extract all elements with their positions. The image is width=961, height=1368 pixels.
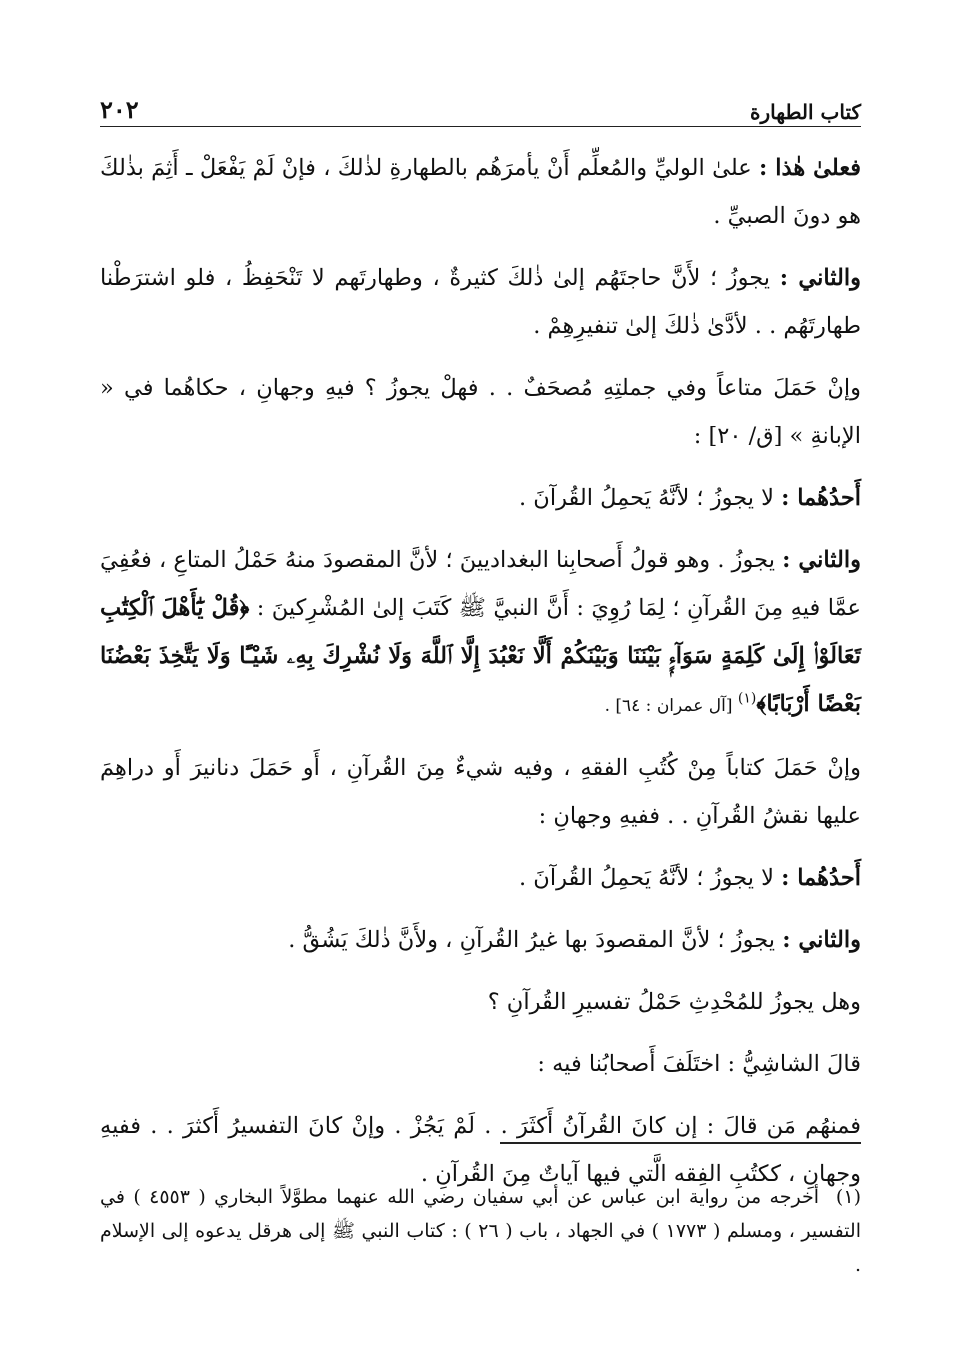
footnotes: [100, 1180, 861, 1282]
paragraph: [100, 978, 861, 1026]
paragraph: [100, 254, 861, 350]
paragraph: [100, 364, 861, 460]
header-rule: [100, 126, 861, 127]
paragraph-lead: والثاني :: [782, 547, 861, 573]
page-number: ٢٠٢: [100, 95, 139, 124]
paragraph-text: وإنْ حَمَلَ متاعاً وفي جملتِهِ مُصحَفٌ . . فهلْ يجوزُ ؟ فيهِ وجهانِ ، حكاهُما في « الإبانةِ » [ق/ ٢٠] :: [100, 375, 861, 449]
paragraph-text: وهل يجوزُ للمُحْدِثِ حَمْلُ تفسيرِ القُرآنِ ؟: [487, 989, 861, 1015]
paragraph: [100, 1040, 861, 1088]
paragraph-text: فمنهُم مَن قالَ : إن كانَ القُرآنُ أَكثَرَ . . لَمْ يَجُزْ . وإنْ كانَ التفسيرُ أَكثرَ . . ففيهِ وجهانِ ، ككتُبِ الفِقه الَّتي فيها آياتٌ مِنَ القُرآنِ .: [100, 1113, 861, 1187]
paragraph-text: علىٰ الوليِّ والمُعلِّم أَنْ يأمرَهُم بالطهارةِ لذٰلكَ ، فإنْ لَمْ يَفْعَلْ ـ أَثِمَ بذٰلكَ هو دونَ الصبيِّ .: [100, 155, 861, 229]
paragraph-lead: والثاني :: [779, 265, 861, 291]
footnote-number: (١): [835, 1186, 861, 1208]
paragraph-text: لا يجوزُ ؛ لأنَّهُ يَحمِلُ القُرآنَ .: [519, 485, 782, 511]
quran-verse: ﴿قُلْ يَٰٓأَهْلَ ٱلْكِتَٰبِ تَعَالَوْا۟ إِلَىٰ كَلِمَةٍ سَوَآءٍۭ بَيْنَنَا وَبَيْنَكُمْ أَلَّا نَعْبُدَ إِلَّا ٱللَّهَ وَلَا نُشْرِكَ بِهِۦ شَيْـًٔا وَلَا يَتَّخِذَ بَعْضُنَا بَعْضًا أَرْبَابًا﴾: [100, 595, 861, 717]
paragraph: [100, 474, 861, 522]
paragraph: [100, 916, 861, 964]
paragraph: [100, 744, 861, 840]
paragraph-text: يجوزُ ؛ لأنَّ المقصودَ بها غيرُ القُرآنِ ، ولأَنَّ ذٰلكَ يَشُقُّ .: [288, 927, 783, 953]
paragraph-text: قالَ الشاشِيُّ : اختَلَفَ أَصحابُنا فيه :: [537, 1051, 861, 1077]
paragraph-lead: أَحدُهُما :: [781, 485, 861, 511]
verse-reference: [آل عمران : ٦٤] .: [604, 696, 738, 716]
footnote-mark[interactable]: (١): [737, 690, 757, 707]
paragraph: [100, 854, 861, 902]
paragraph-text: يجوزُ ؛ لأَنَّ حاجتَهُم إلىٰ ذٰلكَ كثيرةٌ ، وطهارتَهم لا تَنْحَفِظُ ، فلو اشترَطْنا طهارتَهُم . . لأدَّىٰ ذٰلكَ إلىٰ تنفيرِهِمْ .: [100, 265, 861, 339]
footnote: [100, 1180, 861, 1282]
body-text: [100, 144, 861, 1212]
paragraph-lead: أَحدُهُما :: [781, 865, 861, 891]
paragraph-text: لا يجوزُ ؛ لأنَّهُ يَحمِلُ القُرآنَ .: [519, 865, 782, 891]
paragraph-second-view: [100, 536, 861, 730]
paragraph: [100, 144, 861, 240]
paragraph-lead: والثاني :: [782, 927, 861, 953]
paragraph-text: يجوزُ . وهو قولُ أَصحابِنا البغداديينَ ؛ لأنَّ المقصودَ منهُ حَمْلُ المتاعِ ، فعُفِيَ عمَّا فيهِ مِنَ القُرآنِ ؛ لِمَا رُوِيَ : أَنَّ النبيَّ ﷺ كَتَبَ إلىٰ المُشْرِكينَ :: [100, 547, 861, 621]
paragraph-text: وإنْ حَمَلَ كتاباً مِنْ كُتُبِ الفقهِ ، وفيه شيءٌ مِنَ القُرآنِ ، أَو حَمَلَ دنانيرَ أَو دراهِمَ عليها نقشُ القُرآنِ . . ففيهِ وجهانِ :: [100, 755, 861, 829]
running-title: كتاب الطهارة: [750, 100, 861, 124]
footnote-text: أخرجه من رواية ابن عباس عن أبي سفيان رضي الله عنهما مطوَّلاً البخاري ( ٤٥٥٣ ) في التفسير ، ومسلم ( ١٧٧٣ ) في الجهاد ، باب ( ٢٦ ) : كتاب النبي ﷺ إلى هرقل يدعوه إلى الإسلام .: [100, 1186, 861, 1276]
page-header: [100, 88, 861, 124]
footnote-rule: [500, 1142, 861, 1144]
paragraph-lead: فعلىٰ هٰذا :: [759, 155, 861, 181]
